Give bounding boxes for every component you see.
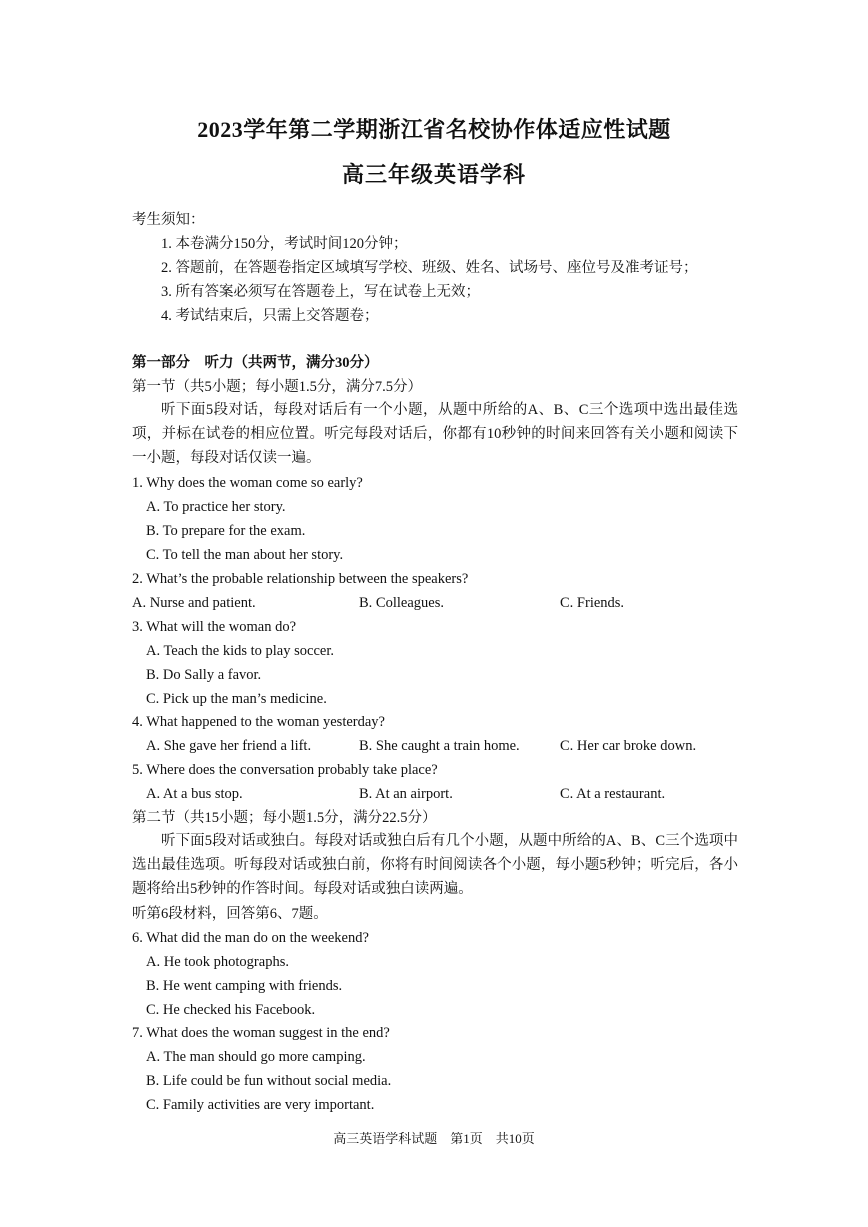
option-1a: A. To practice her story.: [146, 499, 286, 515]
option-6b: B. He went camping with friends.: [146, 978, 343, 994]
part1-heading: 第一部分 听力（共两节，满分30分）: [132, 355, 379, 371]
notice-item: 2. 答题前，在答题卷指定区域填写学校、班级、姓名、试场号、座位号及准考证号；: [161, 260, 698, 276]
option-2a: A. Nurse and patient.: [132, 595, 256, 611]
option-6a: A. He took photographs.: [146, 954, 289, 970]
exam-title: 2023学年第二学期浙江省名校协作体适应性试题: [197, 117, 671, 142]
page-footer: 高三英语学科试题 第1页 共10页: [333, 1131, 535, 1146]
question-3: 3. What will the woman do?: [132, 619, 297, 635]
section2-instructions: 听下面5段对话或独白。每段对话或独白后有几个小题，从题中所给的A、B、C三个选项中选出最佳选项。听每段对话或独白前，你将有时间阅读各个小题，每小题5秒钟；听完后，各小题将给出5秒钟的作答时间。每段对话或独白读两遍。: [132, 833, 738, 897]
option-5a: A. At a bus stop.: [146, 786, 243, 802]
option-2c: C. Friends.: [560, 595, 625, 611]
option-1b: B. To prepare for the exam.: [146, 523, 306, 539]
material-note: 听第6段材料，回答第6、7题。: [132, 906, 328, 922]
question-7: 7. What does the woman suggest in the end?: [132, 1025, 390, 1041]
notice-heading: 考生须知：: [132, 212, 205, 228]
option-7a: A. The man should go more camping.: [146, 1049, 366, 1065]
section2-heading: 第二节（共15小题；每小题1.5分，满分22.5分）: [132, 810, 437, 826]
option-4b: B. She caught a train home.: [359, 738, 520, 754]
option-7c: C. Family activities are very important.: [146, 1097, 375, 1113]
option-4a: A. She gave her friend a lift.: [146, 738, 312, 754]
option-3a: A. Teach the kids to play soccer.: [146, 643, 334, 659]
question-4: 4. What happened to the woman yesterday?: [132, 714, 385, 730]
section1-heading: 第一节（共5小题；每小题1.5分，满分7.5分）: [132, 379, 422, 395]
option-3c: C. Pick up the man’s medicine.: [146, 691, 327, 707]
option-1c: C. To tell the man about her story.: [146, 547, 344, 563]
question-6: 6. What did the man do on the weekend?: [132, 930, 369, 946]
question-5: 5. Where does the conversation probably take place?: [132, 762, 438, 778]
notice-item: 1. 本卷满分150分，考试时间120分钟；: [161, 236, 408, 252]
section1-instructions: 听下面5段对话，每段对话后有一个小题，从题中所给的A、B、C三个选项中选出最佳选项，并标在试卷的相应位置。听完每段对话后，你都有10秒钟的时间来回答有关小题和阅读下一小题，每段对话仅读一遍。: [132, 402, 738, 466]
notice-item: 3. 所有答案必须写在答题卷上，写在试卷上无效；: [161, 284, 480, 300]
option-2b: B. Colleagues.: [359, 595, 444, 611]
option-3b: B. Do Sally a favor.: [146, 667, 262, 683]
question-2: 2. What’s the probable relationship between the speakers?: [132, 571, 469, 587]
option-5b: B. At an airport.: [359, 786, 453, 802]
option-6c: C. He checked his Facebook.: [146, 1002, 316, 1018]
question-1: 1. Why does the woman come so early?: [132, 475, 363, 491]
exam-subtitle: 高三年级英语学科: [341, 162, 526, 187]
option-5c: C. At a restaurant.: [560, 786, 666, 802]
option-4c: C. Her car broke down.: [560, 738, 697, 754]
option-7b: B. Life could be fun without social media.: [146, 1073, 392, 1089]
notice-item: 4. 考试结束后，只需上交答题卷；: [161, 308, 379, 324]
